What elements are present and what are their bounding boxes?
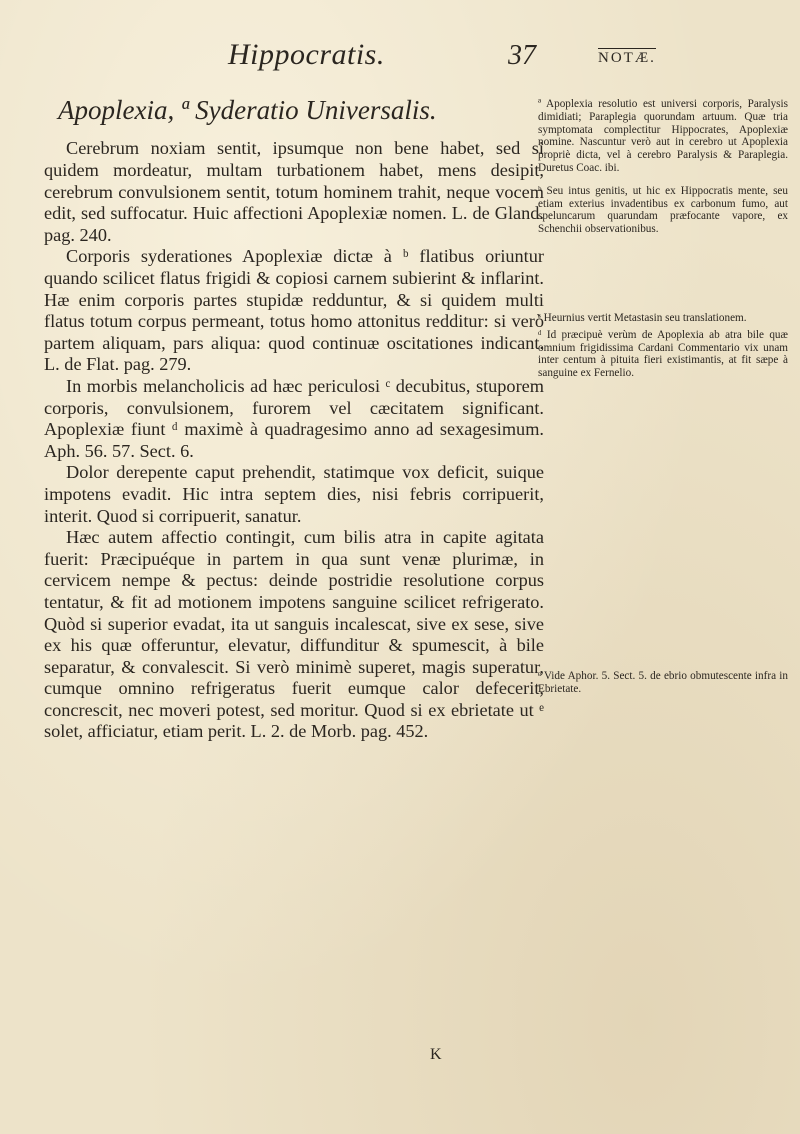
page-number: 37 (508, 40, 536, 71)
paragraph: In morbis melancholicis ad hæc periculosi ᶜ decubitus, stuporem corporis, convulsionem, furorem vel cæcitatem significant. Apoplexiæ fiunt ᵈ maximè à quadragesimo anno ad sexagesimum. Aph. 56. 57. Sect. 6. (44, 375, 544, 461)
main-text-column (44, 92, 544, 743)
marginal-note: ᵉ Vide Aphor. 5. Sect. 5. de ebrio obmutescente infra in Ebrietate. (538, 669, 788, 695)
catchword: K (430, 1046, 442, 1063)
marginal-note: ᶜ Heurnius vertit Metastasin seu translationem. (538, 311, 747, 324)
marginal-note: ᵇ Seu intus genitis, ut hic ex Hippocratis mente, seu etiam exterius invadentibus ex carbonum fumo, aut speluncarum quarundam præfocante vapore, ex Schenchii observationibus. (538, 184, 788, 236)
marginal-note: ª Apoplexia resolutio est universi corporis, Paralysis dimidiati; Paraplegia quorundam artuum. Quæ tria symptomata complectitur Hippocrates, Apoplexiæ nomine. Nascuntur verò aut in cerebro ut Apoplexia propriè dicta, vel à cerebro Paralysis & Paraplegia. Duretus Coac. ibi. (538, 98, 788, 174)
chapter-title: Apoplexia, ª Syderatio Universalis. (58, 95, 437, 125)
paragraph: Hæc autem affectio contingit, cum bilis atra in capite agitata fuerit: Præcipuéque in partem in qua sunt venæ plurimæ, in cervicem nempe & pectus: deinde postridie resolutione corpus tentatur, & fit ad motionem impotens sanguine scilicet refrigerato. Quòd si superior evadat, ita ut sanguis incalescat, sive ex sese, sive ex his quæ offeruntur, elevatur, diffunditur & spumescit, à bile separatur, & convalescit. Si verò minimè superet, magis superatur, cumque omnino refrigeratus fuerit eumque calor defecerit, concrescit, nec moveri potest, sed moritur. Quod si ex ebrietate ut ᵉ solet, afficiatur, etiam perit. L. 2. de Morb. pag. 452. (44, 527, 544, 742)
notes-heading: NOTÆ. (598, 50, 656, 66)
marginal-note: ᵈ Id præcipuè verùm de Apoplexia ab atra bile quæ omnium frigidissima Cardani Commentario vix unam inter centum à pituita fieri existimantis, at fit sæpe à sanguine ex Fernelio. (538, 328, 788, 380)
paragraph: Cerebrum noxiam sentit, ipsumque non bene habet, sed si quidem mordeatur, multam turbationem habet, mens desipit, cerebrum convulsionem sentit, totum hominem trahit, neque vocem edit, sed suffocatur. Huic affectioni Apoplexiæ nomen. L. de Gland. pag. 240. (44, 138, 544, 245)
paragraph: Dolor derepente caput prehendit, statimque vox deficit, suique impotens evadit. Hic intra septem dies, nisi febris corripuerit, interit. Quod si corripuerit, sanatur. (44, 462, 544, 526)
marginal-notes-column (538, 98, 788, 700)
paragraph: Corporis syderationes Apoplexiæ dictæ à ᵇ flatibus oriuntur quando scilicet flatus frigidi & copiosi carnem subierint & inflarint. Hæ enim corporis partes stupidæ redduntur, & si quidem multi flatus totum corpus permeant, totus homo attonitus redditur: si verò partem aliquam, pars aliqua: quod continuæ oscitationes indicant. L. de Flat. pag. 279. (44, 246, 544, 375)
running-title: Hippocratis. (228, 38, 385, 71)
